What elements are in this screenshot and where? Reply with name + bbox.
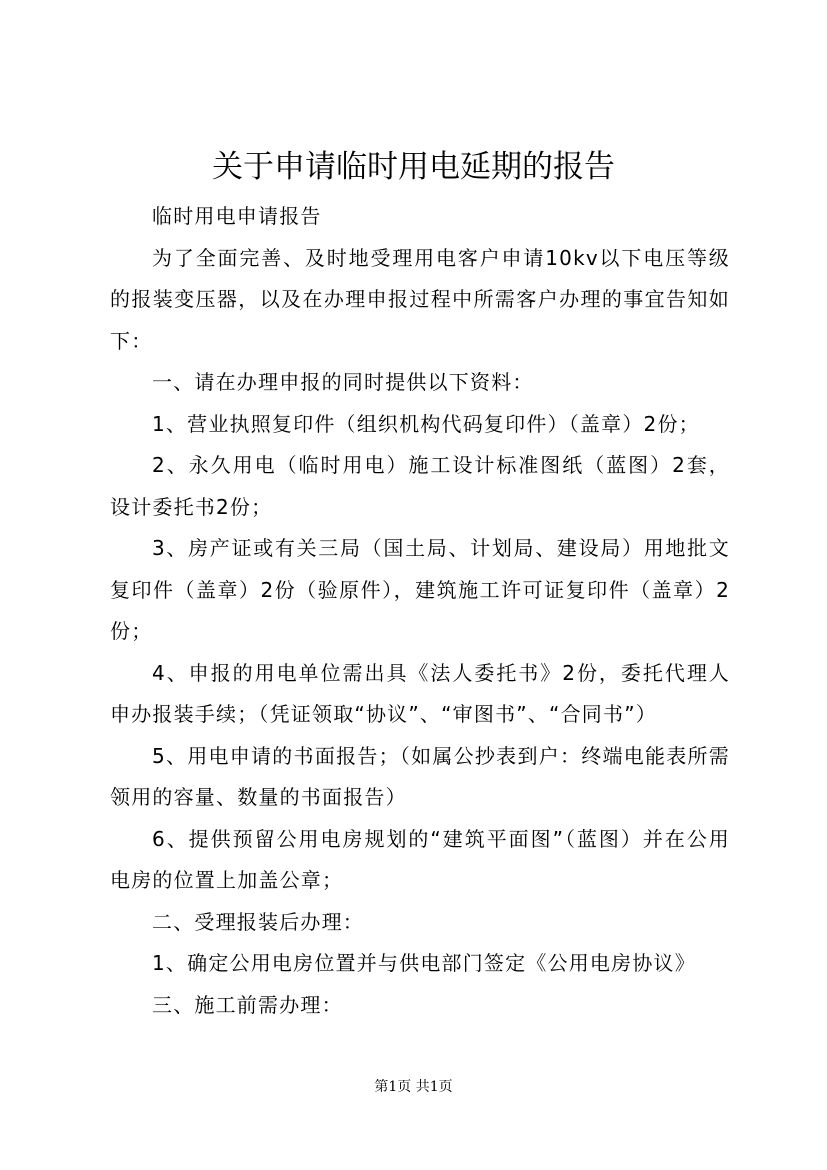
paragraph: 二、受理报装后办理：: [152, 909, 364, 934]
document-body: [110, 196, 730, 1026]
paragraph: 6、提供预留公用电房规划的“建筑平面图”（蓝图）并在公用电房的位置上加盖公章；: [110, 826, 730, 892]
paragraph: 1、确定公用电房位置并与供电部门签定《公用电房协议》: [152, 951, 696, 975]
paragraph: 1、营业执照复印件（组织机构代码复印件）（盖章）2份；: [152, 411, 700, 436]
page-footer: 第1页 共1页: [374, 1079, 453, 1095]
paragraph: 3、房产证或有关三局（国土局、计划局、建设局）用地批文复印件（盖章）2份（验原件），建筑施工许可证复印件（盖章）2份；: [110, 536, 730, 643]
document-title: 关于申请临时用电延期的报告: [212, 149, 615, 185]
paragraph: 一、请在办理申报的同时提供以下资料：: [152, 370, 534, 394]
paragraph: 4、申报的用电单位需出具《法人委托书》2份，委托代理人申办报装手续；（凭证领取“协议”、“审图书”、“合同书”）: [110, 660, 730, 726]
paragraph: 2、永久用电（临时用电）施工设计标准图纸（蓝图）2套，设计委托书2份；: [110, 453, 730, 519]
paragraph: 临时用电申请报告: [152, 204, 322, 228]
paragraph: 5、用电申请的书面报告；（如属公抄表到户：终端电能表所需领用的容量、数量的书面报告）: [110, 743, 730, 809]
paragraph: 三、施工前需办理：: [152, 992, 343, 1017]
paragraph: 为了全面完善、及时地受理用电客户申请10kv以下电压等级的报装变压器，以及在办理申报过程中所需客户办理的事宜告知如下：: [110, 245, 730, 353]
